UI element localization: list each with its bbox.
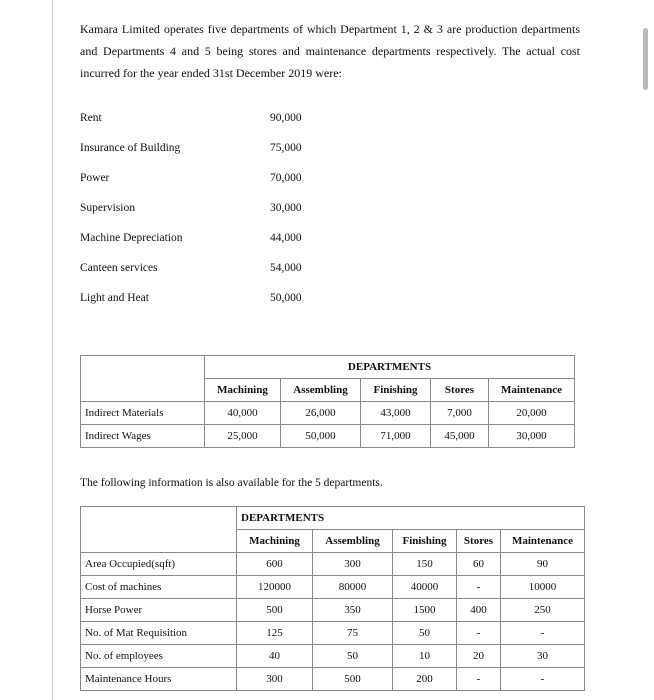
row-label: Area Occupied(sqft) [81, 553, 237, 576]
column-header: Stores [431, 379, 489, 402]
table-cell: 90 [501, 553, 585, 576]
table-cell: - [457, 576, 501, 599]
table-row [81, 645, 585, 668]
cost-name: Insurance of Building [80, 142, 181, 154]
table-cell: 40000 [393, 576, 457, 599]
column-header: Assembling [313, 530, 393, 553]
cost-name: Supervision [80, 202, 135, 214]
cost-row [80, 262, 320, 292]
cost-amount: 90,000 [270, 112, 302, 124]
cost-name: Rent [80, 112, 102, 124]
cost-name: Canteen services [80, 262, 158, 274]
departments-heading: DEPARTMENTS [237, 507, 585, 530]
cost-amount: 70,000 [270, 172, 302, 184]
table-cell: 600 [237, 553, 313, 576]
table-cell: 300 [313, 553, 393, 576]
indirect-costs-table [80, 355, 575, 448]
cost-amount: 54,000 [270, 262, 302, 274]
column-header: Maintenance [501, 530, 585, 553]
empty-cell [81, 356, 205, 379]
cost-amount: 44,000 [270, 232, 302, 244]
table-cell: 50 [313, 645, 393, 668]
table-cell: 30 [501, 645, 585, 668]
table-cell: 500 [237, 599, 313, 622]
table-row [81, 553, 585, 576]
table-cell: 125 [237, 622, 313, 645]
empty-cell [81, 530, 237, 553]
cost-name: Machine Depreciation [80, 232, 183, 244]
column-header: Finishing [361, 379, 431, 402]
row-label: Indirect Materials [81, 402, 205, 425]
table-row [81, 599, 585, 622]
table-cell: 300 [237, 668, 313, 691]
table-cell: 40 [237, 645, 313, 668]
table-cell: 75 [313, 622, 393, 645]
table-cell: 20,000 [489, 402, 575, 425]
departments-heading: DEPARTMENTS [205, 356, 575, 379]
table-cell: 20 [457, 645, 501, 668]
table-cell: 25,000 [205, 425, 281, 448]
table-cell: - [501, 668, 585, 691]
intro-paragraph: Kamara Limited operates five departments of which Department 1, 2 & 3 are production departments and Departments 4 and 5 being stores and maintenance departments respectively. The actual cost incurred for the year ended 31st December 2019 were: [80, 22, 580, 80]
table-cell: 150 [393, 553, 457, 576]
row-label: No. of Mat Requisition [81, 622, 237, 645]
table-row [81, 402, 575, 425]
row-label: Horse Power [81, 599, 237, 622]
table-cell: - [457, 622, 501, 645]
cost-row [80, 292, 320, 322]
table-cell: 26,000 [281, 402, 361, 425]
table-cell: 80000 [313, 576, 393, 599]
cost-amount: 30,000 [270, 202, 302, 214]
table-cell: - [501, 622, 585, 645]
row-label: No. of employees [81, 645, 237, 668]
table-cell: 350 [313, 599, 393, 622]
table-cell: 43,000 [361, 402, 431, 425]
cost-row [80, 142, 320, 172]
column-header: Machining [205, 379, 281, 402]
row-label: Maintenance Hours [81, 668, 237, 691]
info-note: The following information is also available for the 5 departments. [80, 477, 383, 489]
cost-name: Light and Heat [80, 292, 149, 304]
table-cell: 30,000 [489, 425, 575, 448]
cost-amount: 50,000 [270, 292, 302, 304]
cost-amount: 75,000 [270, 142, 302, 154]
table-row [81, 622, 585, 645]
column-header: Assembling [281, 379, 361, 402]
cost-name: Power [80, 172, 110, 184]
table-cell: 10 [393, 645, 457, 668]
table-cell: 200 [393, 668, 457, 691]
department-info-table [80, 506, 585, 691]
table-row [81, 668, 585, 691]
table-cell: 50 [393, 622, 457, 645]
table-cell: 120000 [237, 576, 313, 599]
table-cell: 50,000 [281, 425, 361, 448]
column-header: Machining [237, 530, 313, 553]
table-cell: 1500 [393, 599, 457, 622]
cost-list [80, 112, 320, 322]
table-row [81, 576, 585, 599]
row-label: Cost of machines [81, 576, 237, 599]
empty-cell [81, 379, 205, 402]
table-cell: 500 [313, 668, 393, 691]
table-row [81, 425, 575, 448]
cost-row [80, 172, 320, 202]
cost-row [80, 112, 320, 142]
table-cell: 60 [457, 553, 501, 576]
table-cell: 250 [501, 599, 585, 622]
column-header: Stores [457, 530, 501, 553]
table-cell: - [457, 668, 501, 691]
table-cell: 400 [457, 599, 501, 622]
table-cell: 71,000 [361, 425, 431, 448]
empty-cell [81, 507, 237, 530]
column-header: Finishing [393, 530, 457, 553]
column-header: Maintenance [489, 379, 575, 402]
row-label: Indirect Wages [81, 425, 205, 448]
table-cell: 45,000 [431, 425, 489, 448]
cost-row [80, 232, 320, 262]
cost-row [80, 202, 320, 232]
table-cell: 7,000 [431, 402, 489, 425]
table-cell: 10000 [501, 576, 585, 599]
table-cell: 40,000 [205, 402, 281, 425]
scrollbar[interactable] [643, 28, 648, 90]
